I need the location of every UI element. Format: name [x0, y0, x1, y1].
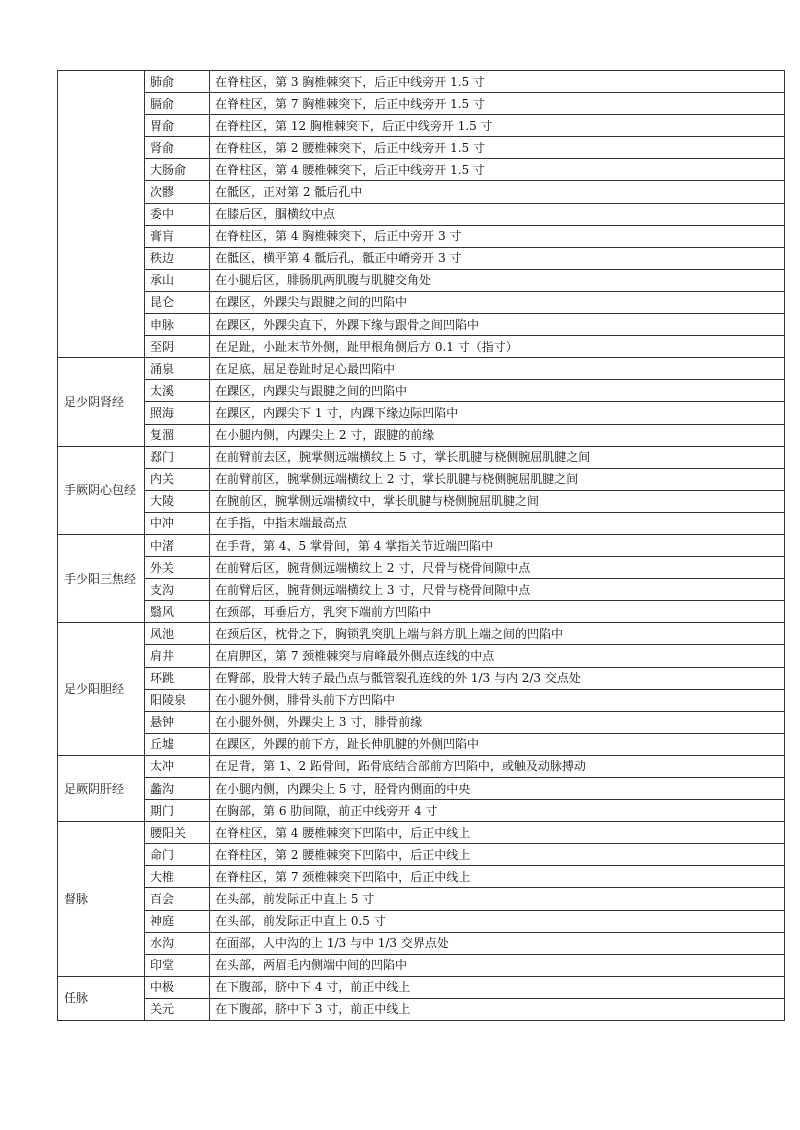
point-name-cell: 阳陵泉	[145, 689, 210, 711]
point-name-cell: 环跳	[145, 667, 210, 689]
point-location-cell: 在踝区，内踝尖下 1 寸，内踝下缘边际凹陷中	[210, 402, 785, 424]
point-location-cell: 在下腹部，脐中下 3 寸，前正中线上	[210, 998, 785, 1020]
point-location-cell: 在肩胛区，第 7 颈椎棘突与肩峰最外侧点连线的中点	[210, 645, 785, 667]
point-name-cell: 水沟	[145, 932, 210, 954]
point-name-cell: 关元	[145, 998, 210, 1020]
point-name-cell: 郄门	[145, 446, 210, 468]
table-row	[58, 534, 785, 556]
table-row	[58, 137, 785, 159]
table-row	[58, 181, 785, 203]
table-row	[58, 579, 785, 601]
table-row	[58, 733, 785, 755]
point-location-cell: 在手指，中指末端最高点	[210, 512, 785, 534]
point-location-cell: 在脊柱区，第 7 颈椎棘突下凹陷中，后正中线上	[210, 866, 785, 888]
point-name-cell: 中冲	[145, 512, 210, 534]
point-name-cell: 承山	[145, 269, 210, 291]
table-row	[58, 269, 785, 291]
table-row	[58, 159, 785, 181]
point-location-cell: 在手背，第 4、5 掌骨间，第 4 掌指关节近端凹陷中	[210, 534, 785, 556]
table-row	[58, 932, 785, 954]
point-location-cell: 在脊柱区，第 2 腰椎棘突下凹陷中，后正中线上	[210, 844, 785, 866]
point-location-cell: 在小腿内侧，内踝尖上 2 寸，跟腱的前缘	[210, 424, 785, 446]
table-row	[58, 623, 785, 645]
meridian-cell: 任脉	[58, 976, 145, 1020]
point-name-cell: 次髎	[145, 181, 210, 203]
point-name-cell: 翳风	[145, 601, 210, 623]
point-location-cell: 在小腿后区，腓肠肌两肌腹与肌腱交角处	[210, 269, 785, 291]
point-name-cell: 太冲	[145, 755, 210, 777]
point-name-cell: 印堂	[145, 954, 210, 976]
point-location-cell: 在踝区，外踝的前下方，趾长伸肌腱的外侧凹陷中	[210, 733, 785, 755]
point-location-cell: 在脊柱区，第 2 腰椎棘突下，后正中线旁开 1.5 寸	[210, 137, 785, 159]
point-location-cell: 在臀部，股骨大转子最凸点与骶管裂孔连线的外 1/3 与内 2/3 交点处	[210, 667, 785, 689]
point-name-cell: 神庭	[145, 910, 210, 932]
table-row	[58, 490, 785, 512]
table-row	[58, 468, 785, 490]
point-location-cell: 在前臂前去区，腕掌侧远端横纹上 5 寸，掌长肌腱与桡侧腕屈肌腱之间	[210, 446, 785, 468]
point-location-cell: 在脊柱区，第 4 腰椎棘突下凹陷中，后正中线上	[210, 822, 785, 844]
point-name-cell: 昆仑	[145, 291, 210, 313]
point-name-cell: 支沟	[145, 579, 210, 601]
point-name-cell: 内关	[145, 468, 210, 490]
point-name-cell: 百会	[145, 888, 210, 910]
table-row	[58, 778, 785, 800]
point-location-cell: 在踝区，内踝尖与跟腱之间的凹陷中	[210, 380, 785, 402]
table-row	[58, 358, 785, 380]
point-location-cell: 在前臂后区，腕背侧远端横纹上 3 寸，尺骨与桡骨间隙中点	[210, 579, 785, 601]
meridian-cell: 足厥阴肝经	[58, 755, 145, 821]
table-row	[58, 225, 785, 247]
point-location-cell: 在脊柱区，第 7 胸椎棘突下，后正中线旁开 1.5 寸	[210, 93, 785, 115]
point-name-cell: 悬钟	[145, 711, 210, 733]
point-location-cell: 在前臂前区，腕掌侧远端横纹上 2 寸，掌长肌腱与桡侧腕屈肌腱之间	[210, 468, 785, 490]
point-location-cell: 在踝区，外踝尖直下，外踝下缘与跟骨之间凹陷中	[210, 314, 785, 336]
meridian-cell: 足少阴肾经	[58, 358, 145, 446]
point-location-cell: 在下腹部，脐中下 4 寸，前正中线上	[210, 976, 785, 998]
point-location-cell: 在面部，人中沟的上 1/3 与中 1/3 交界点处	[210, 932, 785, 954]
meridian-cell: 督脉	[58, 822, 145, 977]
point-location-cell: 在脊柱区，第 12 胸椎棘突下，后正中线旁开 1.5 寸	[210, 115, 785, 137]
table-row	[58, 844, 785, 866]
table-row	[58, 402, 785, 424]
point-location-cell: 在颈部，耳垂后方，乳突下端前方凹陷中	[210, 601, 785, 623]
table-row	[58, 667, 785, 689]
point-name-cell: 肺俞	[145, 71, 210, 93]
table-row	[58, 998, 785, 1020]
table-row	[58, 446, 785, 468]
point-name-cell: 大椎	[145, 866, 210, 888]
point-name-cell: 膈俞	[145, 93, 210, 115]
table-row	[58, 822, 785, 844]
point-location-cell: 在小腿内侧，内踝尖上 5 寸，胫骨内侧面的中央	[210, 778, 785, 800]
point-location-cell: 在颈后区，枕骨之下，胸锁乳突肌上端与斜方肌上端之间的凹陷中	[210, 623, 785, 645]
point-location-cell: 在小腿外侧，腓骨头前下方凹陷中	[210, 689, 785, 711]
table-row	[58, 336, 785, 358]
point-location-cell: 在脊柱区，第 4 胸椎棘突下，后正中旁开 3 寸	[210, 225, 785, 247]
point-name-cell: 复溜	[145, 424, 210, 446]
point-name-cell: 外关	[145, 557, 210, 579]
table-row	[58, 910, 785, 932]
point-name-cell: 蠡沟	[145, 778, 210, 800]
table-row	[58, 711, 785, 733]
point-location-cell: 在足底，屈足卷趾时足心最凹陷中	[210, 358, 785, 380]
point-name-cell: 肾俞	[145, 137, 210, 159]
point-name-cell: 申脉	[145, 314, 210, 336]
table-row	[58, 954, 785, 976]
point-name-cell: 胃俞	[145, 115, 210, 137]
point-name-cell: 风池	[145, 623, 210, 645]
point-location-cell: 在脊柱区，第 4 腰椎棘突下，后正中线旁开 1.5 寸	[210, 159, 785, 181]
table-row	[58, 93, 785, 115]
point-name-cell: 至阴	[145, 336, 210, 358]
point-location-cell: 在足背，第 1、2 跖骨间，跖骨底结合部前方凹陷中，或触及动脉搏动	[210, 755, 785, 777]
point-location-cell: 在前臂后区，腕背侧远端横纹上 2 寸，尺骨与桡骨间隙中点	[210, 557, 785, 579]
table-row	[58, 755, 785, 777]
point-name-cell: 大肠俞	[145, 159, 210, 181]
table-row	[58, 291, 785, 313]
point-location-cell: 在头部，前发际正中直上 0.5 寸	[210, 910, 785, 932]
table-row	[58, 976, 785, 998]
meridian-cell: 手少阳三焦经	[58, 534, 145, 622]
table-row	[58, 601, 785, 623]
meridian-cell: 足少阳胆经	[58, 623, 145, 756]
table-row	[58, 247, 785, 269]
point-name-cell: 委中	[145, 203, 210, 225]
table-row	[58, 557, 785, 579]
table-row	[58, 314, 785, 336]
table-row	[58, 71, 785, 93]
meridian-cell	[58, 71, 145, 358]
point-location-cell: 在头部，前发际正中直上 5 寸	[210, 888, 785, 910]
point-name-cell: 中渚	[145, 534, 210, 556]
point-name-cell: 涌泉	[145, 358, 210, 380]
point-name-cell: 命门	[145, 844, 210, 866]
point-location-cell: 在骶区，横平第 4 骶后孔，骶正中嵴旁开 3 寸	[210, 247, 785, 269]
table-row	[58, 512, 785, 534]
point-name-cell: 期门	[145, 800, 210, 822]
point-name-cell: 照海	[145, 402, 210, 424]
table-row	[58, 203, 785, 225]
table-row	[58, 645, 785, 667]
acupoint-table-body	[58, 71, 785, 1021]
meridian-cell: 手厥阴心包经	[58, 446, 145, 534]
table-row	[58, 800, 785, 822]
point-location-cell: 在头部，两眉毛内侧端中间的凹陷中	[210, 954, 785, 976]
point-location-cell: 在足趾，小趾末节外侧，趾甲根角侧后方 0.1 寸（指寸）	[210, 336, 785, 358]
point-name-cell: 大陵	[145, 490, 210, 512]
point-location-cell: 在腕前区，腕掌侧远端横纹中，掌长肌腱与桡侧腕屈肌腱之间	[210, 490, 785, 512]
point-location-cell: 在骶区，正对第 2 骶后孔中	[210, 181, 785, 203]
point-name-cell: 腰阳关	[145, 822, 210, 844]
point-location-cell: 在踝区，外踝尖与跟腱之间的凹陷中	[210, 291, 785, 313]
table-row	[58, 888, 785, 910]
acupoint-table	[57, 70, 785, 1021]
point-name-cell: 中极	[145, 976, 210, 998]
point-name-cell: 丘墟	[145, 733, 210, 755]
point-location-cell: 在胸部，第 6 肋间隙，前正中线旁开 4 寸	[210, 800, 785, 822]
table-row	[58, 866, 785, 888]
point-location-cell: 在脊柱区，第 3 胸椎棘突下，后正中线旁开 1.5 寸	[210, 71, 785, 93]
table-row	[58, 689, 785, 711]
table-row	[58, 424, 785, 446]
point-name-cell: 膏肓	[145, 225, 210, 247]
point-name-cell: 秩边	[145, 247, 210, 269]
table-row	[58, 380, 785, 402]
table-row	[58, 115, 785, 137]
point-name-cell: 太溪	[145, 380, 210, 402]
point-location-cell: 在膝后区，腘横纹中点	[210, 203, 785, 225]
point-location-cell: 在小腿外侧，外踝尖上 3 寸，腓骨前缘	[210, 711, 785, 733]
point-name-cell: 肩井	[145, 645, 210, 667]
